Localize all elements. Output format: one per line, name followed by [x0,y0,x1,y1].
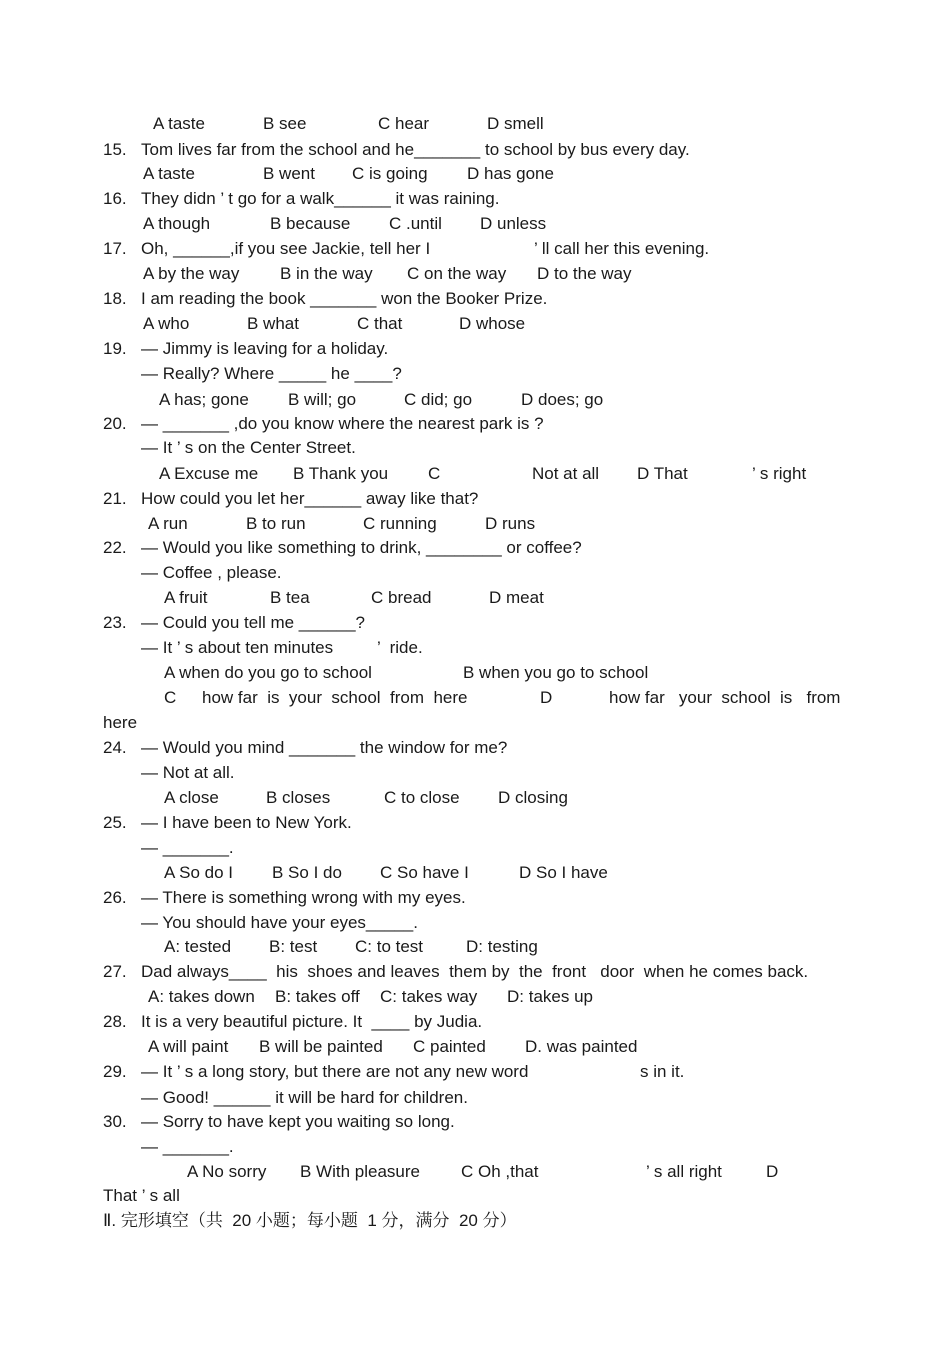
q15-option-b: B went [263,164,315,183]
q27-number: 27. [103,962,127,981]
q17-stem-cont: ’ ll call her this evening. [534,239,710,258]
q22-line1: — Would you like something to drink, ________ or coffee? [141,538,582,557]
q18-option-b: B what [247,314,299,333]
q20-line2: — It ’ s on the Center Street. [141,438,356,457]
q27-option-a: A: takes down [148,987,255,1006]
q19-option-a: A has; gone [159,390,249,409]
q23-line2-cont: ’ ride. [377,638,423,657]
q30-option-b: B With pleasure [300,1162,420,1181]
q25-line2: — _______. [141,838,234,857]
q17-option-b: B in the way [280,264,373,283]
q16-option-b: B because [270,214,351,233]
q15-stem: Tom lives far from the school and he_______ to school by bus every day. [141,140,690,159]
q22-option-d: D meat [489,588,544,607]
q19-line1: — Jimmy is leaving for a holiday. [141,339,389,358]
q24-option-d: D closing [498,788,568,807]
q22-line2: — Coffee , please. [141,563,282,582]
q14-option-d: D smell [487,114,544,133]
q28-number: 28. [103,1012,127,1031]
q18-stem: I am reading the book _______ won the Booker Prize. [141,289,548,308]
q30-option-d: That ’ s all [103,1186,180,1205]
q29-line1: — It ’ s a long story, but there are not any new word [141,1062,529,1081]
q30-option-c: C Oh ,that [461,1162,539,1181]
q28-option-b: B will be painted [259,1037,383,1056]
q18-option-c: C that [357,314,403,333]
q24-number: 24. [103,738,127,757]
q22-number: 22. [103,538,127,557]
q20-option-c: Not at all [532,464,600,483]
q20-option-d: D That [637,464,688,483]
q16-option-c: C .until [389,214,442,233]
q25-option-c: C So have I [380,863,469,882]
q16-option-a: A though [143,214,211,233]
q28-stem: It is a very beautiful picture. It ____ by Judia. [141,1012,483,1031]
q25-option-d: D So I have [519,863,608,882]
q19-number: 19. [103,339,127,358]
section-heading: Ⅱ. 完形填空（共 20 小题；每小题 1 分，满分 20 分） [103,1211,517,1230]
q24-line2: — Not at all. [141,763,235,782]
q25-option-b: B So I do [272,863,342,882]
q29-line2: — Good! ______ it will be hard for children. [141,1088,468,1107]
q15-option-d: D has gone [467,164,554,183]
q14-option-b: B see [263,114,307,133]
q22-option-b: B tea [270,588,310,607]
q19-option-b: B will; go [288,390,357,409]
q26-number: 26. [103,888,127,907]
q24-option-a: A close [164,788,219,807]
q17-number: 17. [103,239,127,258]
q26-line1: — There is something wrong with my eyes. [141,888,466,907]
q27-option-b: B: takes off [275,987,360,1006]
q16-number: 16. [103,189,127,208]
q19-option-d: D does; go [521,390,604,409]
q24-option-b: B closes [266,788,331,807]
q26-option-a: A: tested [164,937,232,956]
q17-option-a: A by the way [143,264,240,283]
q19-option-c: C did; go [404,390,473,409]
q21-option-a: A run [148,514,188,533]
q21-number: 21. [103,489,127,508]
q23-option-b: B when you go to school [463,663,649,682]
q24-line1: — Would you mind _______ the window for me? [141,738,508,757]
q27-stem: Dad always____ his shoes and leaves them by the front door when he comes back. [141,962,809,981]
q30-line2: — _______. [141,1137,234,1156]
q23-line2: — It ’ s about ten minutes [141,638,334,657]
q23-option-c: how far is your school from here [202,688,468,707]
q21-option-d: D runs [485,514,536,533]
q30-option-d-letter: D [766,1162,779,1181]
q23-option-c-letter: C [164,688,177,707]
q14-option-a: A taste [153,114,205,133]
q19-line2: — Really? Where _____ he ____? [141,364,402,383]
q30-line1: — Sorry to have kept you waiting so long. [141,1112,455,1131]
q30-option-a: A No sorry [187,1162,267,1181]
q17-option-c: C on the way [407,264,507,283]
q15-number: 15. [103,140,127,159]
q28-option-d: D. was painted [525,1037,638,1056]
q20-number: 20. [103,414,127,433]
q17-stem: Oh, ______,if you see Jackie, tell her I [141,239,431,258]
q30-option-c-cont: ’ s all right [646,1162,722,1181]
q24-option-c: C to close [384,788,460,807]
q15-option-c: C is going [352,164,428,183]
q20-option-c-letter: C [428,464,441,483]
q18-number: 18. [103,289,127,308]
q25-option-a: A So do I [164,863,233,882]
q29-number: 29. [103,1062,127,1081]
q23-option-d: how far your school is from [609,688,841,707]
q23-number: 23. [103,613,127,632]
q28-option-a: A will paint [148,1037,229,1056]
q22-option-c: C bread [371,588,432,607]
q20-line1: — _______ ,do you know where the nearest park is ? [141,414,544,433]
q16-option-d: D unless [480,214,547,233]
q30-number: 30. [103,1112,127,1131]
q21-stem: How could you let her______ away like that? [141,489,479,508]
q18-option-d: D whose [459,314,526,333]
q26-option-d: D: testing [466,937,538,956]
q26-option-b: B: test [269,937,318,956]
q23-option-d-cont: here [103,713,138,732]
q20-option-d-cont: ’ s right [752,464,807,483]
q29-line1-cont: s in it. [640,1062,685,1081]
q23-line1: — Could you tell me ______? [141,613,365,632]
q20-option-b: B Thank you [293,464,389,483]
q18-option-a: A who [143,314,190,333]
q17-option-d: D to the way [537,264,632,283]
q16-stem: They didn ’ t go for a walk______ it was raining. [141,189,500,208]
q15-option-a: A taste [143,164,195,183]
q20-option-a: A Excuse me [159,464,259,483]
q14-option-c: C hear [378,114,430,133]
q25-line1: — I have been to New York. [141,813,352,832]
q23-option-d-letter: D [540,688,553,707]
q21-option-c: C running [363,514,437,533]
q21-option-b: B to run [246,514,306,533]
q27-option-c: C: takes way [380,987,478,1006]
q22-option-a: A fruit [164,588,208,607]
q25-number: 25. [103,813,127,832]
q23-option-a: A when do you go to school [164,663,372,682]
q26-line2: — You should have your eyes_____. [141,913,418,932]
q26-option-c: C: to test [355,937,424,956]
q27-option-d: D: takes up [507,987,593,1006]
q28-option-c: C painted [413,1037,486,1056]
